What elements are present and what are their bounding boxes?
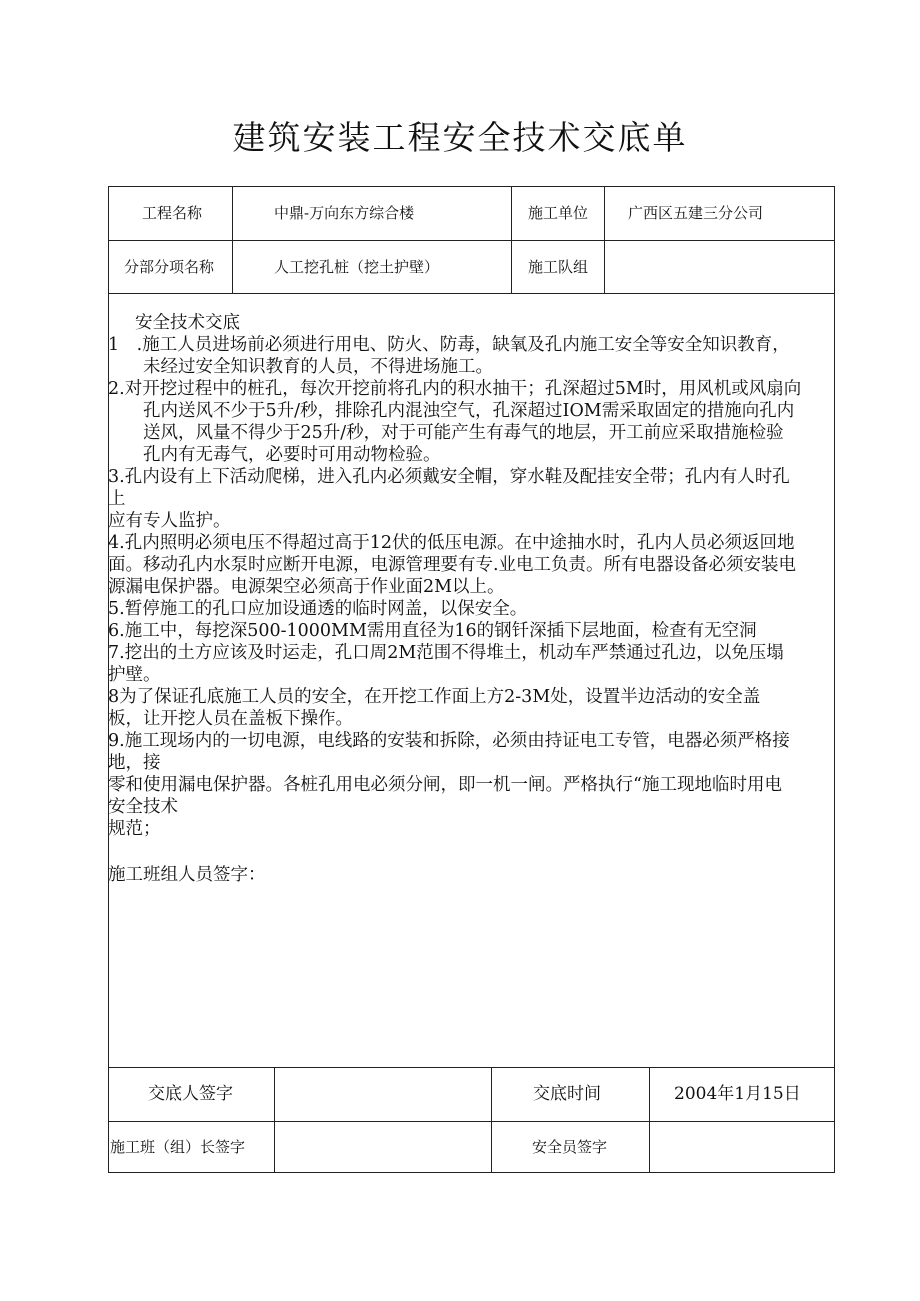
- content-line: 护壁。: [108, 665, 161, 685]
- team-signature-label: 施工班组人员签字：: [108, 865, 266, 885]
- content-line: 地，接: [108, 753, 161, 773]
- row-divider: [108, 1121, 835, 1122]
- construction-unit-value: 广西区五建三分公司: [628, 204, 764, 222]
- content-line: 未经过安全知识教育的人员，不得进场施工。: [108, 357, 493, 377]
- sub-item-label: 分部分项名称: [124, 258, 215, 276]
- content-line: 3.孔内设有上下活动爬梯，进入孔内必须戴安全帽，穿水鞋及配挂安全带；孔内有人时孔: [108, 467, 790, 487]
- team-leader-label: 施工班（组）长签字: [110, 1138, 246, 1156]
- column-divider: [511, 186, 512, 293]
- disclosure-time-label: 交底时间: [533, 1084, 601, 1104]
- content-line: 6.施工中，每挖深500-1000MM需用直径为16的钢钎深插下层地面，检查有无空洞: [108, 621, 757, 641]
- project-name-label: 工程名称: [142, 204, 203, 222]
- discloser-label: 交底人签字: [148, 1084, 233, 1104]
- safety-content: [108, 312, 835, 886]
- column-divider: [604, 186, 605, 293]
- column-divider: [274, 1067, 275, 1173]
- row-divider: [108, 293, 835, 294]
- safety-officer-label: 安全员签字: [532, 1138, 608, 1156]
- content-line: 7.挖出的土方应该及时运走，孔口周2M范围不得堆土，机动车严禁通过孔边，以免压塌: [108, 643, 784, 663]
- content-line: 面。移动孔内水泵时应断开电源，电源管理要有专.业电工负责。所有电器设备必须安装电: [108, 555, 797, 575]
- column-divider: [232, 186, 233, 293]
- sub-item-value: 人工挖孔桩（挖土护壁）: [274, 258, 440, 276]
- team-label: 施工队组: [528, 258, 589, 276]
- column-divider: [491, 1067, 492, 1173]
- content-line: 零和使用漏电保护器。各桩孔用电必须分闸，即一机一闸。严格执行“施工现地临时用电: [108, 775, 782, 795]
- content-line: 安全技术: [108, 797, 178, 817]
- content-line: 4.孔内照明必须电压不得超过高于12伏的低压电源。在中途抽水时，孔内人员必须返回地: [108, 533, 795, 553]
- column-divider: [649, 1067, 650, 1173]
- row-divider: [108, 240, 835, 241]
- content-line: 应有专人监护。: [108, 511, 231, 531]
- content-line: 孔内送风不少于5升/秒，排除孔内混浊空气，孔深超过IOM需采取固定的措施向孔内: [108, 401, 795, 421]
- content-line: 上: [108, 489, 126, 509]
- document-title: 建筑安装工程安全技术交底单: [232, 118, 688, 157]
- project-name-value: 中鼎-万向东方综合楼: [274, 204, 415, 222]
- content-line: 8为了保证孔底施工人员的安全，在开挖工作面上方2-3M处，设置半边活动的安全盖: [108, 687, 761, 707]
- construction-unit-label: 施工单位: [528, 204, 589, 222]
- content-line: 2.对开挖过程中的桩孔，每次开挖前将孔内的积水抽干；孔深超过5M时，用风机或风扇向: [108, 379, 802, 399]
- content-line: 源漏电保护器。电源架空必须高于作业面2M以上。: [108, 577, 505, 597]
- content-line: 9.施工现场内的一切电源，电线路的安装和拆除，必须由持证电工专管，电器必须严格接: [108, 731, 790, 751]
- content-line: 规范；: [108, 819, 161, 839]
- content-line: 1 .施工人员进场前必须进行用电、防火、防毒，缺氧及孔内施工安全等安全知识教育，: [108, 335, 790, 355]
- content-line: 送风，风量不得少于25升/秒，对于可能产生有毒气的地层，开工前应采取措施检验: [108, 423, 784, 443]
- content-line: 孔内有无毒气，必要时可用动物检验。: [108, 445, 441, 465]
- content-line: 板，让开挖人员在盖板下操作。: [108, 709, 353, 729]
- row-divider: [108, 1067, 835, 1068]
- disclosure-time-value: 2004年1月15日: [674, 1084, 801, 1104]
- content-heading: 安全技术交底: [135, 313, 240, 333]
- content-line: 5.暂停施工的孔口应加设通透的临时网盖，以保安全。: [108, 599, 528, 619]
